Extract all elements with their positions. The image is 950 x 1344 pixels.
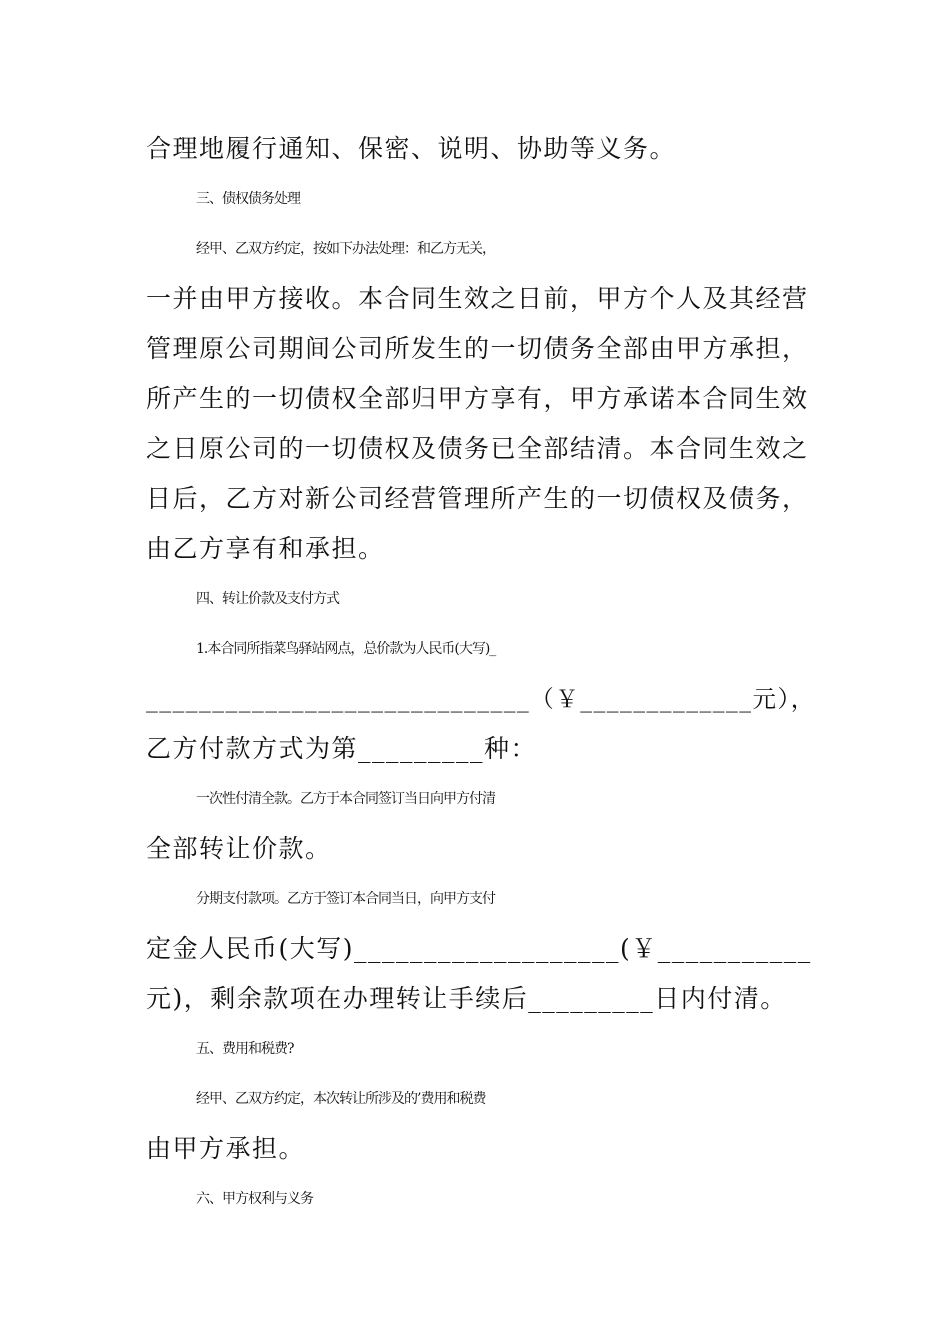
text-line: 1.本合同所指菜鸟驿站网点，总价款为人民币(大写)_ xyxy=(196,641,496,657)
text-line: _____________________________（￥_____________元）， xyxy=(146,685,816,713)
text-line: 管理原公司期间公司所发生的一切债务全部由甲方承担， xyxy=(146,334,809,363)
section-heading-5: 五、费用和税费? xyxy=(196,1041,294,1057)
section-heading-6: 六、甲方权利与义务 xyxy=(196,1191,313,1207)
text-line: 乙方付款方式为第_________种： xyxy=(146,734,538,763)
text-line: 定金人民币(大写)___________________(￥___________ xyxy=(146,934,812,963)
text-line: 所产生的一切债权全部归甲方享有，甲方承诺本合同生效 xyxy=(146,384,809,413)
text-line: 合理地履行通知、保密、说明、协助等义务。 xyxy=(146,134,677,163)
text-line: 元)，剩余款项在办理转让手续后_________日内付清。 xyxy=(146,984,787,1013)
text-line: 分期支付款项。乙方于签订本合同当日，向甲方支付 xyxy=(196,891,495,907)
text-line: 由甲方承担。 xyxy=(146,1134,306,1163)
text-line: 一次性付清全款。乙方于本合同签订当日向甲方付清 xyxy=(196,791,495,807)
section-heading-3: 三、债权债务处理 xyxy=(196,191,300,207)
text-line: 日后，乙方对新公司经营管理所产生的一切债权及债务， xyxy=(146,484,809,513)
text-line: 经甲、乙双方约定，本次转让所涉及的’费用和税费 xyxy=(196,1091,486,1107)
text-line: 经甲、乙双方约定，按如下办法处理：和乙方无关， xyxy=(196,241,495,257)
text-line: 全部转让价款。 xyxy=(146,834,332,863)
text-line: 一并由甲方接收。本合同生效之日前，甲方个人及其经营 xyxy=(146,284,809,313)
text-line: 之日原公司的一切债权及债务已全部结清。本合同生效之 xyxy=(146,434,809,463)
section-heading-4: 四、转让价款及支付方式 xyxy=(196,591,339,607)
text-line: 由乙方享有和承担。 xyxy=(146,534,385,563)
